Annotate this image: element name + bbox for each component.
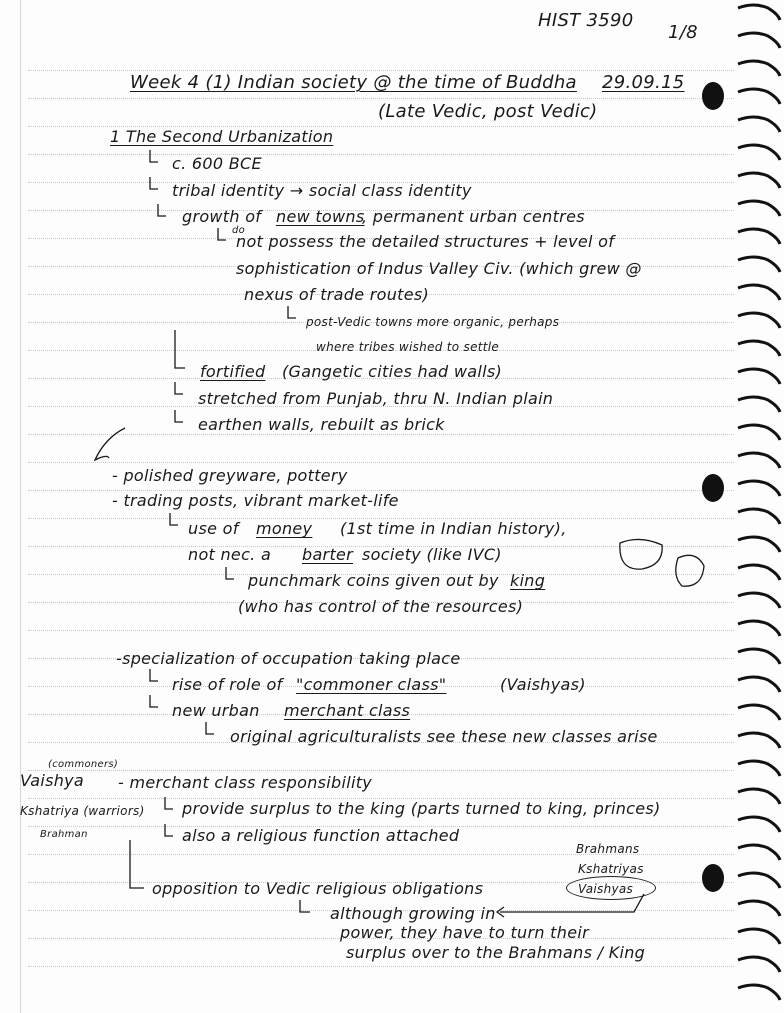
note-emphasis: money (256, 519, 313, 538)
note-line: power, they have to turn their (340, 923, 589, 942)
course-code: HIST 3590 (538, 10, 634, 31)
note-line: tribal identity → social class identity (172, 181, 472, 200)
note-line: sophistication of Indus Valley Civ. (which grew @ (236, 259, 642, 278)
page-number: 1/8 (668, 22, 698, 43)
note-line: where tribes wished to settle (316, 340, 500, 354)
margin-note: (commoners) (48, 759, 119, 770)
note-line: - merchant class responsibility (118, 773, 373, 792)
note-emphasis: merchant class (284, 701, 411, 720)
page-title: Week 4 (1) Indian society @ the time of Buddha (130, 72, 577, 93)
note-line: use of (188, 519, 239, 538)
note-emphasis: king (510, 571, 546, 590)
date: 29.09.15 (602, 72, 685, 93)
note-emphasis: "commoner class" (296, 675, 447, 694)
note-line: , permanent urban centres (362, 207, 585, 226)
note-line: earthen walls, rebuilt as brick (198, 415, 445, 434)
note-line: original agriculturalists see these new classes arise (230, 727, 658, 746)
note-line: although growing in (330, 904, 496, 923)
note-emphasis: barter (302, 545, 354, 564)
note-emphasis: fortified (200, 362, 266, 381)
note-line: (who has control of the resources) (238, 597, 524, 616)
note-line: stretched from Punjab, thru N. Indian plain (198, 389, 554, 408)
note-emphasis: new towns (276, 207, 365, 226)
section-heading: 1 The Second Urbanization (110, 127, 334, 146)
note-line: (Gangetic cities had walls) (282, 362, 503, 381)
note-line: rise of role of (172, 675, 283, 694)
class-list-item: Brahmans (576, 842, 640, 856)
note-annotation: do (232, 225, 246, 236)
margin-note: Brahman (40, 829, 88, 840)
note-line: opposition to Vedic religious obligations (152, 879, 484, 898)
note-line: society (like IVC) (362, 545, 502, 564)
page-subtitle: (Late Vedic, post Vedic) (378, 101, 598, 122)
note-line: c. 600 BCE (172, 154, 262, 173)
margin-note: Vaishya (20, 771, 85, 790)
margin-note: Kshatriya (warriors) (20, 804, 145, 818)
note-line: not nec. a (188, 545, 272, 564)
note-line: new urban (172, 701, 260, 720)
note-line: not possess the detailed structures + level of (236, 232, 615, 251)
note-line: - polished greyware, pottery (112, 466, 348, 485)
note-line: surplus over to the Brahmans / King (346, 943, 646, 962)
note-line: -specialization of occupation taking place (116, 649, 461, 668)
note-line: punchmark coins given out by (248, 571, 499, 590)
class-list-item: Vaishyas (578, 882, 634, 896)
note-line: nexus of trade routes) (244, 285, 430, 304)
note-line: also a religious function attached (182, 826, 460, 845)
note-line: post-Vedic towns more organic, perhaps (306, 315, 560, 329)
note-line: growth of (182, 207, 262, 226)
class-list-item: Kshatriyas (578, 862, 644, 876)
note-line: - trading posts, vibrant market-life (112, 491, 399, 510)
note-line: (Vaishyas) (500, 675, 586, 694)
note-line: provide surplus to the king (parts turned to king, princes) (182, 799, 661, 818)
note-line: (1st time in Indian history), (340, 519, 567, 538)
